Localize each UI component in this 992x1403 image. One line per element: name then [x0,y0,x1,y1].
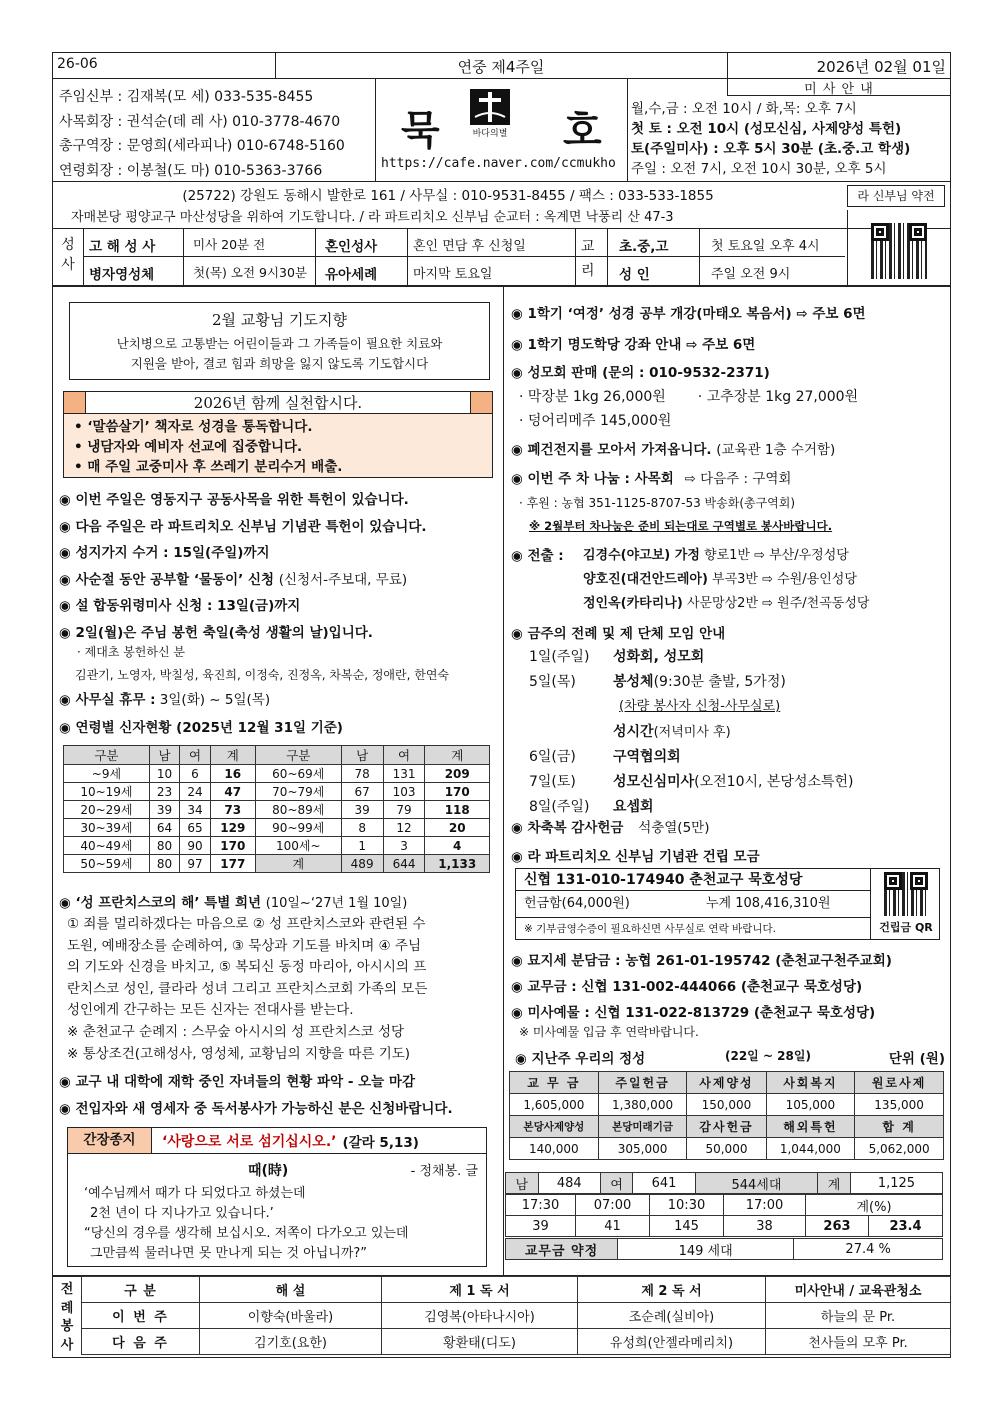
notice-item: ◉ 1학기 명도학당 강좌 안내 ⇨ 주보 6면 [511,337,756,353]
francis-year-title: ◉ ‘성 프란치스코의 해’ 특별 희년 (10일~‘27년 1월 10일) [59,895,408,911]
mass-line: 주일 : 오전 7시, 오전 10시 30분, 오후 5시 [631,161,887,177]
servers-label: 전례봉사 [60,1282,74,1353]
tea-sponsor: · 후원 : 농협 351-1125-8707-53 박송화(총구역회) [519,496,796,510]
fund-qr-code[interactable] [884,872,928,916]
fund-total: 누계 108,416,310원 [706,896,831,911]
address-line: (25722) 강원도 동해시 발한로 161 / 사무실 : 010-9531-8455 / 팩스 : 033-533-1855 [182,188,714,204]
schedule-list [529,645,854,819]
notice-item: ◉ 교구 내 대학에 재학 중인 자녀들의 현황 파악 - 오늘 마감 [59,1074,415,1090]
office-break: ◉ 사무실 휴무 : 3일(화) ~ 5일(목) [59,692,271,708]
table-row: 30~39세 64 65 129 90~99세 8 12 20 [64,819,490,837]
transfer-list [583,544,869,616]
schedule-row: 6일(금) 구역협의회 [529,749,681,766]
notice-item: ◉ 1학기 ‘여정’ 성경 공부 개강(마태오 복음서) ⇨ 주보 6면 [511,306,866,322]
notice-item: ◉ 2일(월)은 주님 봉헌 축일(축성 생활의 날)입니다. [59,624,373,641]
schedule-row: 7일(토) 성모신심미사(오전10시, 본당성소특헌) [529,773,854,790]
sick-communion-time: 첫(목) 오전 9시30분 [193,265,308,280]
table-row: 다 음 주 김기호(요한) 황환태(디도) 유성희(안젤라메리치) 천사들의 모후 Pr. [82,1329,951,1355]
staff-item: 연령회장 : 이봉철(도 마) 010-5363-3766 [59,162,323,179]
left-notices [59,487,427,646]
table-row: 1,605,000 1,380,000 150,000 105,000 135,000 [510,1094,944,1116]
practice-item: • 매 주일 교중미사 후 쓰레기 분리수거 배출. [74,459,343,475]
biography-qr-code[interactable] [871,223,927,279]
parish-logo [467,87,513,145]
schedule-row: 1일(주일) 성화회, 성모회 [529,649,705,665]
table-row: 50~59세 80 97 177 계 489 644 1,133 [64,855,490,873]
schedule-row: 8일(주일) 요셉회 [529,798,654,815]
memorial-fund-title: ◉ 라 파트리치오 신부님 기념관 건립 모금 [511,849,760,865]
infant-baptism-label: 유아세례 [325,267,378,283]
transfer-item: 김경수(야고보) 가정 향로1반 ⇨ 부산/우정성당 [583,548,849,563]
marriage-info: 혼인 면담 후 신청일 [413,239,526,254]
prayer-line: 자매본당 평양교구 마산성당을 위하여 기도합니다. / 라 파트리치오 신부님 순교터 : 옥계면 낙풍리 산 47-3 [71,210,674,225]
bulletin-date: 2026년 02월 01일 [816,58,946,76]
confession-label: 고 해 성 사 [89,239,156,255]
practice-item: • 냉담자와 예비자 선교에 집중합니다. [74,439,303,455]
practice-box [63,391,493,478]
dedication-label: · 제대초 봉헌하신 분 [77,645,185,659]
staff-item: 총구역장 : 문영희(세라피나) 010-6748-5160 [59,138,345,154]
notice-item: ◉ 사순절 동안 공부할 ‘물동이’ 신청 (신청서-주보대, 무료) [59,571,408,588]
age-stats-table [63,745,490,873]
offering-title-row: ◉ 지난주 우리의 정성 (22일 ~ 28일) 단위 (원) [515,1049,945,1067]
verse-reference: (갈라 5,13) [342,1134,419,1151]
age-stats-title: ◉ 연령별 신자현황 (2025년 12월 31일 기준) [59,720,343,736]
transfer-item: 양호진(대건안드레아) 부곡3반 ⇨ 수원/용인성당 [583,572,857,587]
notice-item: ◉ 이번 주 차 나눔 : 사목회 ⇨ 다음주 : 구역회 [511,471,792,487]
notice-item: ◉ 다음 주일은 라 파트리치오 신부님 기념관 특헌이 있습니다. [59,518,427,535]
memorial-fund-box [515,868,940,940]
fund-note: ※ 기부금영수증이 필요하신면 사무실로 연락 바랍니다. [516,917,871,940]
mass-line: 월,수,금 : 오전 10시 / 화,목: 오후 7시 [631,101,857,117]
pope-intention-line: 난치병으로 고통받는 어린이들과 그 가족들이 필요한 치료와 [116,336,443,351]
notice-item: ◉ 이번 주일은 영동지구 공동사목을 위한 특헌이 있습니다. [59,492,409,508]
youth-catechism-label: 초.중,고 [619,239,669,255]
poem-box [67,1127,487,1267]
bulletin-frame [52,52,951,1358]
attendance-stats: 남 484 여 641 544세대 계 1,125 17:30 07:00 10:30 17:00 계(%) 39 41 145 38 263 23.4 교무금 약정 149 세대 27.4 % [505,1167,947,1259]
mass-line: 첫 토 : 오전 10시 (성모신심, 사제양성 특헌) [631,121,902,137]
fund-account: 신협 131-010-174940 춘천교구 묵호성당 [516,869,871,891]
cafe-link[interactable]: https://cafe.naver.com/ccmukho [381,156,616,171]
practice-title: 2026년 함께 실천합시다. [86,392,470,413]
staff-list [59,85,345,183]
parish-name-right: 호 [563,107,602,154]
table-row: 140,000 305,000 50,000 1,044,000 5,062,000 [510,1138,944,1160]
table-row: 40~49세 80 90 170 100세~ 1 3 4 [64,837,490,855]
tea-note: ※ 2월부터 차나눔은 준비 되는대로 구역별로 봉사바랍니다. [529,519,833,533]
mass-schedule [631,99,910,179]
table-row: 20~29세 39 34 73 80~89세 39 79 118 [64,801,490,819]
notice-item: ◉ 성모회 판매 (문의 : 010-9532-2371) [511,365,770,381]
table-row: ~9세 10 6 16 60~69세 78 131 209 [64,765,490,783]
notice-item: ◉ 성지가지 수거 : 15일(주일)까지 [59,545,270,561]
car-blessing: ◉ 차축복 감사헌금 석충열(5만) [511,820,710,836]
notice-item: ◉ 폐건전지를 모아서 가져옵니다. (교육관 1층 수거함) [511,442,836,458]
youth-catechism-time: 첫 토요일 오후 4시 [711,239,820,254]
issue-number: 26-06 [57,56,98,72]
schedule-title: ◉ 금주의 전례 및 제 단체 모임 안내 [511,626,726,642]
la-biography-link[interactable]: 라 신부님 약전 [847,185,945,207]
mass-offering-note: ※ 미사예물 입금 후 연락바랍니다. [519,1025,699,1039]
notice-item: ◉ 설 합동위령미사 신청 : 13일(금)까지 [59,598,301,614]
verse-label: 간장종지 [68,1128,152,1153]
mass-line: 토(주일미사) : 오후 5시 30분 (초.중.고 학생) [631,141,911,157]
infant-baptism-info: 마지막 토요일 [413,267,493,282]
adult-catechism-time: 주일 오전 9시 [711,267,791,282]
verse-text: ‘사랑으로 서로 섬기십시오.’ [162,1133,337,1150]
sale-item: · 덩어리메주 145,000원 [519,413,672,429]
notice-item: ◉ 미사예물 : 신협 131-022-813729 (춘천교구 묵호성당) [511,1005,876,1021]
sale-items: · 막장분 1kg 26,000원 · 고추장분 1kg 27,000원 [519,389,859,405]
logo-caption: 바다의별 [472,129,508,139]
servers-table: 구 분 해 설 제 1 독 서 제 2 독 서 미사안내 / 교육관청소 이 번 주 이향숙(바울라) 김영복(아타나시아) 조순례(실비아) 하늘의 문 Pr. 다 음 주 김기호(요한) 황환태(디도) 유성희(안젤라메리치) 천사들의 모후 Pr. [81,1276,951,1355]
notice-item: ◉ 전입자와 새 영세자 중 독서봉사가 가능하신 분은 신청바랍니다. [59,1101,453,1117]
mass-title: 미 사 안 내 [727,78,950,96]
pope-intention-title: 2월 교황님 기도지향 [211,311,347,329]
schedule-row: (차량 봉사자 신청-사무실로) [619,699,781,715]
practice-item: • ‘말씀살기’ 책자로 성경을 통독합니다. [74,419,313,435]
pope-intention-line: 지원을 받아, 결코 힘과 희망을 잃지 않도록 기도합시다 [130,356,429,371]
francis-year-text: ① 죄를 멀리하겠다는 마음으로 ② 성 프란치스코와 관련된 수 도원, 예배장소를 순례하여, ③ 묵상과 기도를 바치며 ④ 주님 의 기도와 신경을 바치고, ⑤ 복되신 동정 마리아, 아시시의 프 란치스코 성인, 클라라 성녀 그리고 프란치스코회 가족의 모든 성인에게 간구하는 모든 신자는 전대사를 받는다. ※ 춘천교구 순례지 : 스무숲 아시시의 성 프란치스코 성당 ※ 통상조건(고해성사, 영성체, 교황님의 지향을 따른 기도) [67,916,428,1062]
liturgical-week: 연중 제4주일 [457,58,545,76]
notice-item: ◉ 교무금 : 신협 131-002-444066 (춘천교구 묵호성당) [511,979,863,995]
poem-author: - 정채봉. 글 [410,1164,478,1179]
table-row: 10~19세 23 24 47 70~79세 67 103 170 [64,783,490,801]
transfer-label: ◉ 전출 : [511,548,564,564]
fund-today: 헌금함(64,000원) [524,896,630,911]
marriage-label: 혼인성사 [325,239,378,255]
poem-text: ‘예수님께서 때가 다 되었다고 하셨는데 2천 년이 다 지나가고 있습니다.’ “당신의 경우를 생각해 보십시오. 저쪽이 다가오고 있는데 그만큼씩 물러나면 못 만나게 되는 것 아닙니까?” [84,1186,409,1261]
sick-communion-label: 병자영성체 [89,267,155,283]
schedule-row: 5일(목) 봉성체(9:30분 출발, 5가정) [529,673,786,690]
dedication-names: 김관기, 노영자, 박칠성, 육진희, 이정숙, 진정옥, 차복순, 정애란, 한연숙 [75,668,450,682]
transfer-item: 정인옥(카타리나) 사문망상2반 ⇨ 원주/천곡동성당 [583,596,870,611]
notice-item: ◉ 묘지세 분담금 : 농협 261-01-195742 (춘천교구천주교회) [511,953,892,969]
confession-time: 미사 20분 전 [193,237,266,252]
staff-item: 사목회장 : 권석순(데 레 사) 010-3778-4670 [59,113,341,130]
table-row: 이 번 주 이향숙(바울라) 김영복(아타나시아) 조순례(실비아) 하늘의 문 Pr. [82,1303,951,1329]
pope-intention-box [69,302,490,380]
staff-item: 주임신부 : 김재복(모 세) 033-535-8455 [59,89,314,105]
offering-table: 교 무 금 주일헌금 사제양성 사회복지 원로사제 1,605,000 1,380,000 150,000 105,000 135,000 본당사제양성 본당미래기금 감사헌금 해외특헌 합 계 140,000 305,000 50,000 1,044,000 5,062,000 [509,1071,944,1160]
catechism-label: 교 리 [581,239,595,279]
sacraments-label: 성 사 [61,237,75,273]
table-header-row: 구분 남 여 계 구분 남 여 계 [64,746,490,765]
schedule-row: 성시간(저녁미사 후) [613,723,731,740]
parish-name-left: 묵 [401,107,440,154]
adult-catechism-label: 성 인 [619,267,650,283]
fund-qr-label: 건립금 QR [879,921,933,934]
pope-intention-text [70,334,489,374]
poem-title: 때(時) [248,1163,289,1179]
